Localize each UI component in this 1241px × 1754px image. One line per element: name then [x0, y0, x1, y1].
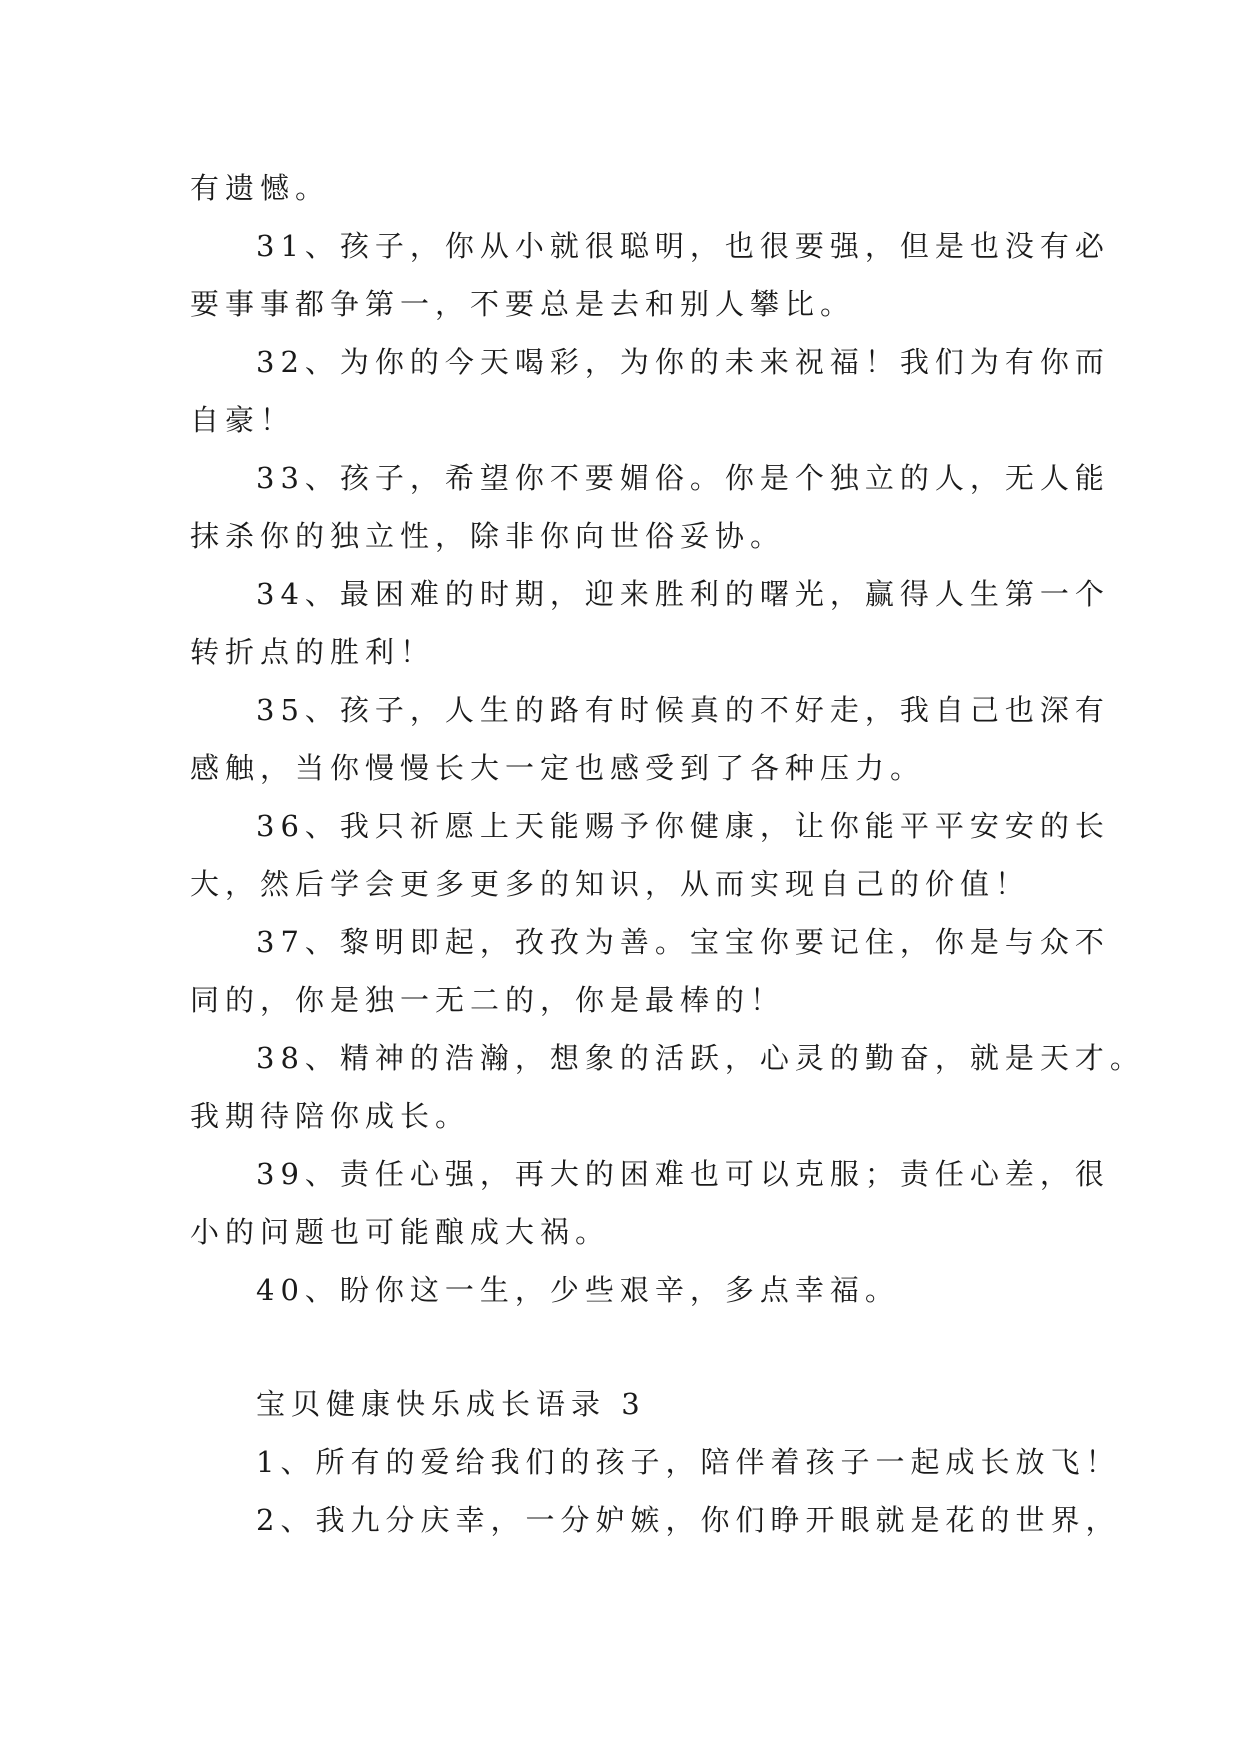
section-title: 宝贝健康快乐成长语录 3: [256, 1387, 646, 1421]
text-line: 1、所有的爱给我们的孩子，陪伴着孩子一起成长放飞！: [256, 1445, 1121, 1479]
text-line: 感触，当你慢慢长大一定也感受到了各种压力。: [190, 751, 926, 785]
text-line: 34、最困难的时期，迎来胜利的曙光，赢得人生第一个: [256, 577, 1110, 611]
text-line: 39、责任心强，再大的困难也可以克服；责任心差，很: [256, 1157, 1110, 1191]
text-line: 38、精神的浩瀚，想象的活跃，心灵的勤奋，就是天才。: [256, 1041, 1145, 1075]
text-line: 35、孩子，人生的路有时候真的不好走，我自己也深有: [256, 693, 1110, 727]
text-line: 同的，你是独一无二的，你是最棒的！: [190, 983, 786, 1017]
text-line: 31、孩子，你从小就很聪明，也很要强，但是也没有必: [256, 229, 1110, 263]
text-line: 要事事都争第一，不要总是去和别人攀比。: [190, 287, 856, 321]
text-line: 2、我九分庆幸，一分妒嫉，你们睁开眼就是花的世界，: [256, 1503, 1121, 1537]
text-line: 抹杀你的独立性，除非你向世俗妥协。: [190, 519, 786, 553]
text-line: 自豪！: [190, 403, 296, 437]
text-line: 40、盼你这一生，少些艰辛，多点幸福。: [256, 1273, 900, 1307]
text-line: 有遗憾。: [190, 171, 331, 205]
text-line: 37、黎明即起，孜孜为善。宝宝你要记住，你是与众不: [256, 925, 1110, 959]
text-line: 大，然后学会更多更多的知识，从而实现自己的价值！: [190, 867, 1031, 901]
text-line: 32、为你的今天喝彩，为你的未来祝福！我们为有你而: [256, 345, 1110, 379]
text-line: 我期待陪你成长。: [190, 1099, 471, 1133]
text-line: 小的问题也可能酿成大祸。: [190, 1215, 611, 1249]
text-line: 33、孩子，希望你不要媚俗。你是个独立的人，无人能: [256, 461, 1110, 495]
text-line: 36、我只祈愿上天能赐予你健康，让你能平平安安的长: [256, 809, 1110, 843]
text-line: 转折点的胜利！: [190, 635, 436, 669]
